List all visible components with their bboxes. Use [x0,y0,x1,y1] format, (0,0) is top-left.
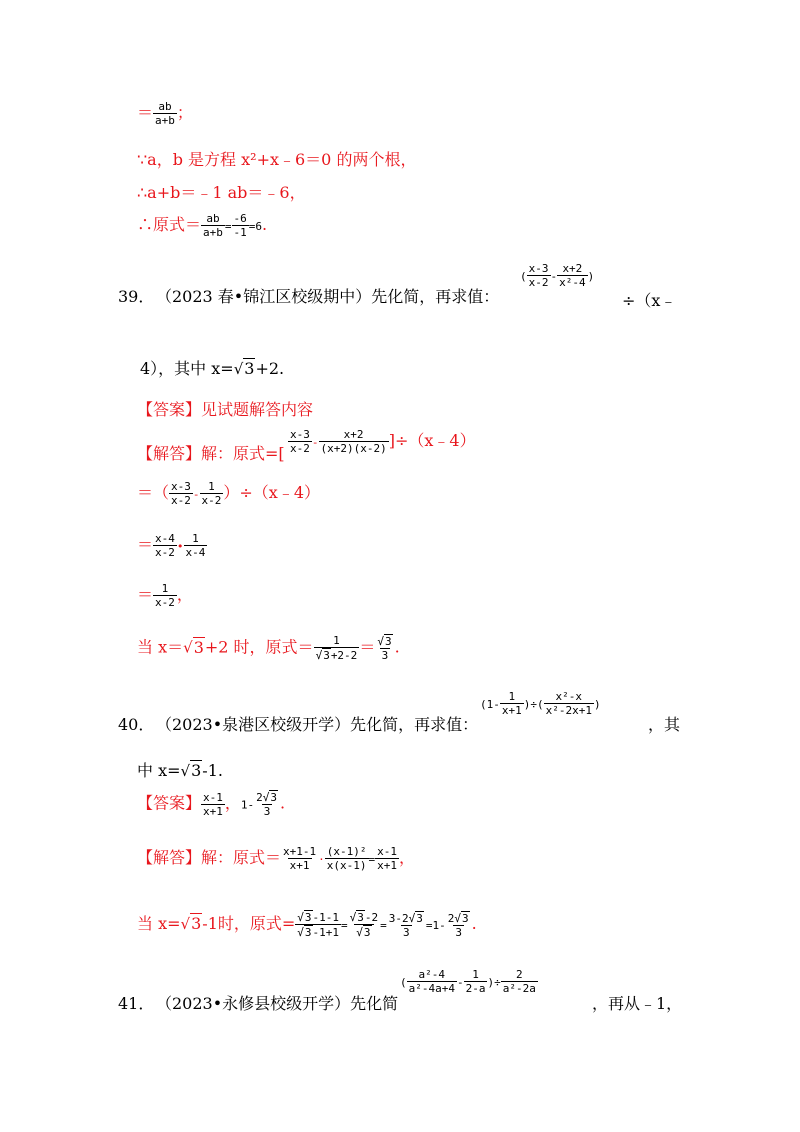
sqrt-icon: √ [377,635,384,648]
numerator: x²-x [555,690,583,703]
text: -1-1 [312,911,340,924]
denominator: a²-2a [502,982,536,995]
minus-sign: - [550,270,558,283]
numerator [295,910,341,924]
q39-number: 39． [118,287,155,306]
fraction [200,480,224,507]
q39-given-value [140,358,284,379]
numerator: 1 [508,690,516,703]
q41-tail: ，再从﹣1， [592,994,683,1013]
separator: ， [224,793,241,813]
numerator: x+1-1 [283,845,317,858]
fraction [288,428,312,455]
text: -1+1 [312,926,340,939]
fraction [281,845,318,872]
fraction [184,532,208,559]
text: +2-2 [330,649,358,662]
q39-expression [520,262,594,289]
fraction [387,911,426,939]
denominator: x-2 [528,276,549,289]
radicand: 3 [357,911,364,924]
fraction [325,845,369,872]
radicand: 3 [363,926,371,939]
fraction [407,968,457,995]
sqrt-icon: √ [180,762,191,780]
fraction [153,582,177,609]
text: ＝ [137,585,154,604]
q41-source: （2023•永修县校级开学）先化简 [156,994,399,1013]
numerator: 1 [161,582,169,595]
text: 解：原式＝ [201,848,282,867]
q39-divide-tail: ÷（x﹣ [622,291,677,310]
numerator [375,634,394,648]
text: 解：原式=[ [201,444,285,463]
denominator: -1 [233,226,247,239]
coefficient: 2 [447,911,455,925]
numerator [446,911,472,925]
text: ＝ [137,535,154,554]
q41-expression [400,968,538,995]
radicand: 3 [270,791,278,804]
text: -1时，原式= [202,914,296,933]
fraction [201,791,225,818]
solution-tag: 【解答】 [137,444,202,463]
punctuation: ； [176,103,193,122]
denominator: a+b [203,226,223,239]
sqrt-icon: √ [408,911,416,925]
fraction [314,634,360,662]
radicand: 3 [462,911,469,925]
numerator: a²-4 [418,968,446,981]
numerator: -6 [233,212,247,225]
sqrt-icon: √ [315,649,323,662]
fraction [201,212,225,239]
text: 3-2 [388,911,409,925]
q39-solution-final [137,634,400,662]
denominator: x-2 [155,596,175,609]
fraction [169,480,193,507]
text: =1- [425,919,446,932]
punctuation: . [280,793,286,813]
lead-text: ∴原式＝ [137,215,202,234]
fraction [254,790,280,818]
numerator: 1 [192,532,199,545]
denominator [314,647,360,662]
text: 当 x＝ [137,637,184,657]
numerator [348,910,381,924]
radicand: 3 [416,911,423,925]
denominator: 3 [263,805,271,818]
fraction [544,690,594,717]
equals-sign: ＝ [359,637,376,657]
numerator: x+2 [562,262,583,275]
sqrt-icon: √ [262,791,270,804]
numerator [254,790,280,804]
denominator [354,924,373,939]
text: -1. [202,761,223,780]
q40-tail: ，其 [648,715,681,734]
denominator: 3 [381,649,389,662]
text: ＝（ [137,483,170,502]
numerator: x-1 [377,845,398,858]
radicand: 3 [304,926,312,939]
numerator: x-4 [155,532,175,545]
denominator: x²-4 [559,276,586,289]
text: ) [593,698,601,711]
denominator: (x+2)(x-2) [320,442,387,455]
numerator [387,911,426,925]
numerator: x-1 [203,790,223,804]
paren: ( [520,270,527,283]
equals-sign: = [224,220,232,233]
text: 当 x= [137,914,181,933]
sqrt-icon: √ [349,911,357,924]
denominator: a+b [155,114,175,127]
denominator: 3 [455,925,463,939]
text: +2. [255,359,285,378]
text: (1- [480,698,500,711]
denominator: x-2 [171,494,191,507]
denominator: x-4 [185,546,206,559]
text: -2 [364,911,379,924]
fraction [557,262,588,289]
text: 4），其中 x= [140,359,234,378]
denominator: x+1 [203,804,223,818]
minus-sign: - [456,976,464,989]
equals-sign: ＝ [137,103,154,122]
denominator: x+1 [501,704,522,717]
denominator: x-2 [201,494,222,507]
numerator: ab [206,212,220,225]
fraction [295,910,341,939]
fraction [375,845,399,872]
q38-reason-roots: ∵a，b 是方程 x²+x﹣6＝0 的两个根， [137,150,417,169]
punctuation: . [262,215,268,234]
sqrt-icon: √ [454,911,462,925]
text: +2 时，原式＝ [204,637,314,657]
paren: ( [400,976,407,989]
radicand: 3 [191,914,202,933]
q38-final-value [137,212,267,239]
radicand: 3 [304,911,312,924]
q40-solution-step1 [137,845,415,872]
denominator: x²-2x+1 [545,704,592,717]
radicand: 3 [191,761,202,780]
q39-solution-step4 [137,582,193,609]
fraction [348,910,381,939]
radicand: 3 [323,649,330,662]
punctuation: ， [399,848,416,867]
numerator: ab [158,100,172,113]
text: 中 x= [137,761,181,780]
fraction [232,212,249,239]
coefficient: 2 [256,791,263,804]
numerator: x-3 [171,480,191,493]
q40-given-value [137,760,223,781]
q40-source: （2023•泉港区校级开学）先化简，再求值： [156,715,479,734]
q38-sum-product: ∴a+b＝﹣1 ab＝﹣6， [137,183,306,202]
answer-tag: 【答案】 [137,793,202,813]
text: )÷ [487,976,501,989]
q39-solution-step2 [137,480,320,507]
text: ）÷（x﹣4） [223,483,321,502]
text: )÷( [523,698,544,711]
denominator: a²-4a+4 [408,982,455,995]
equals-sign: = [368,853,376,866]
text: ]÷（x﹣4） [388,431,476,450]
q41-number: 41． [118,994,155,1013]
q39-source: （2023 春•锦江区校级期中）先化简，再求值： [156,287,500,306]
radicand: 3 [193,637,204,657]
answer-tag: 【答案】 [137,400,202,419]
denominator: 3 [403,925,410,939]
text: 1- [240,798,255,812]
punctuation: ， [176,585,193,604]
q38-step-ab-over-a-plus-b [137,100,193,127]
answer-text: 见试题解答内容 [201,400,314,419]
equals-sign: = [341,919,348,932]
fraction [501,968,538,995]
numerator: x-3 [290,428,310,441]
result: =6 [248,220,263,233]
denominator: 2-a [465,982,486,995]
denominator: x(x-1) [326,859,367,872]
denominator: x-2 [155,546,175,559]
sqrt-icon: √ [183,638,193,657]
q40-number: 40． [118,715,155,734]
sqrt-icon: √ [297,911,304,924]
numerator: 1 [472,968,479,981]
q40-answer [137,790,285,818]
q39-solution-step3 [137,532,207,559]
multiply-dot: • [176,540,184,553]
q39-solution-lead [137,444,285,464]
numerator: (x-1)² [326,845,367,858]
minus-sign: - [192,488,200,501]
equals-sign: = [380,919,387,932]
fraction [500,690,524,717]
fraction [446,911,472,939]
minus-sign: - [311,436,319,449]
fraction [464,968,488,995]
q40-expression [480,690,601,717]
fraction [527,262,551,289]
punctuation: . [471,914,477,933]
fraction [375,634,394,662]
numerator: 1 [208,480,215,493]
fraction [153,100,177,127]
solution-tag: 【解答】 [137,848,202,867]
sqrt-icon: √ [180,915,191,933]
denominator: x+1 [377,859,398,872]
paren: ) [587,270,595,283]
q40-solution-final [137,910,477,939]
multiply-dot: · [318,853,325,866]
q39-solution-step1 [288,428,476,455]
denominator [295,924,341,939]
numerator: x+2 [343,428,364,441]
numerator: 1 [333,634,340,647]
q39-answer [137,400,313,420]
sqrt-icon: √ [356,926,363,939]
fraction [153,532,177,559]
denominator: x-2 [290,442,310,455]
numerator: x-3 [528,262,549,275]
radicand: 3 [244,359,255,378]
sqrt-icon: √ [297,926,304,939]
denominator: x+1 [289,859,310,872]
sqrt-icon: √ [233,360,244,378]
radicand: 3 [384,635,392,648]
numerator: 2 [515,968,523,981]
punctuation: . [394,637,400,657]
fraction [319,428,389,455]
